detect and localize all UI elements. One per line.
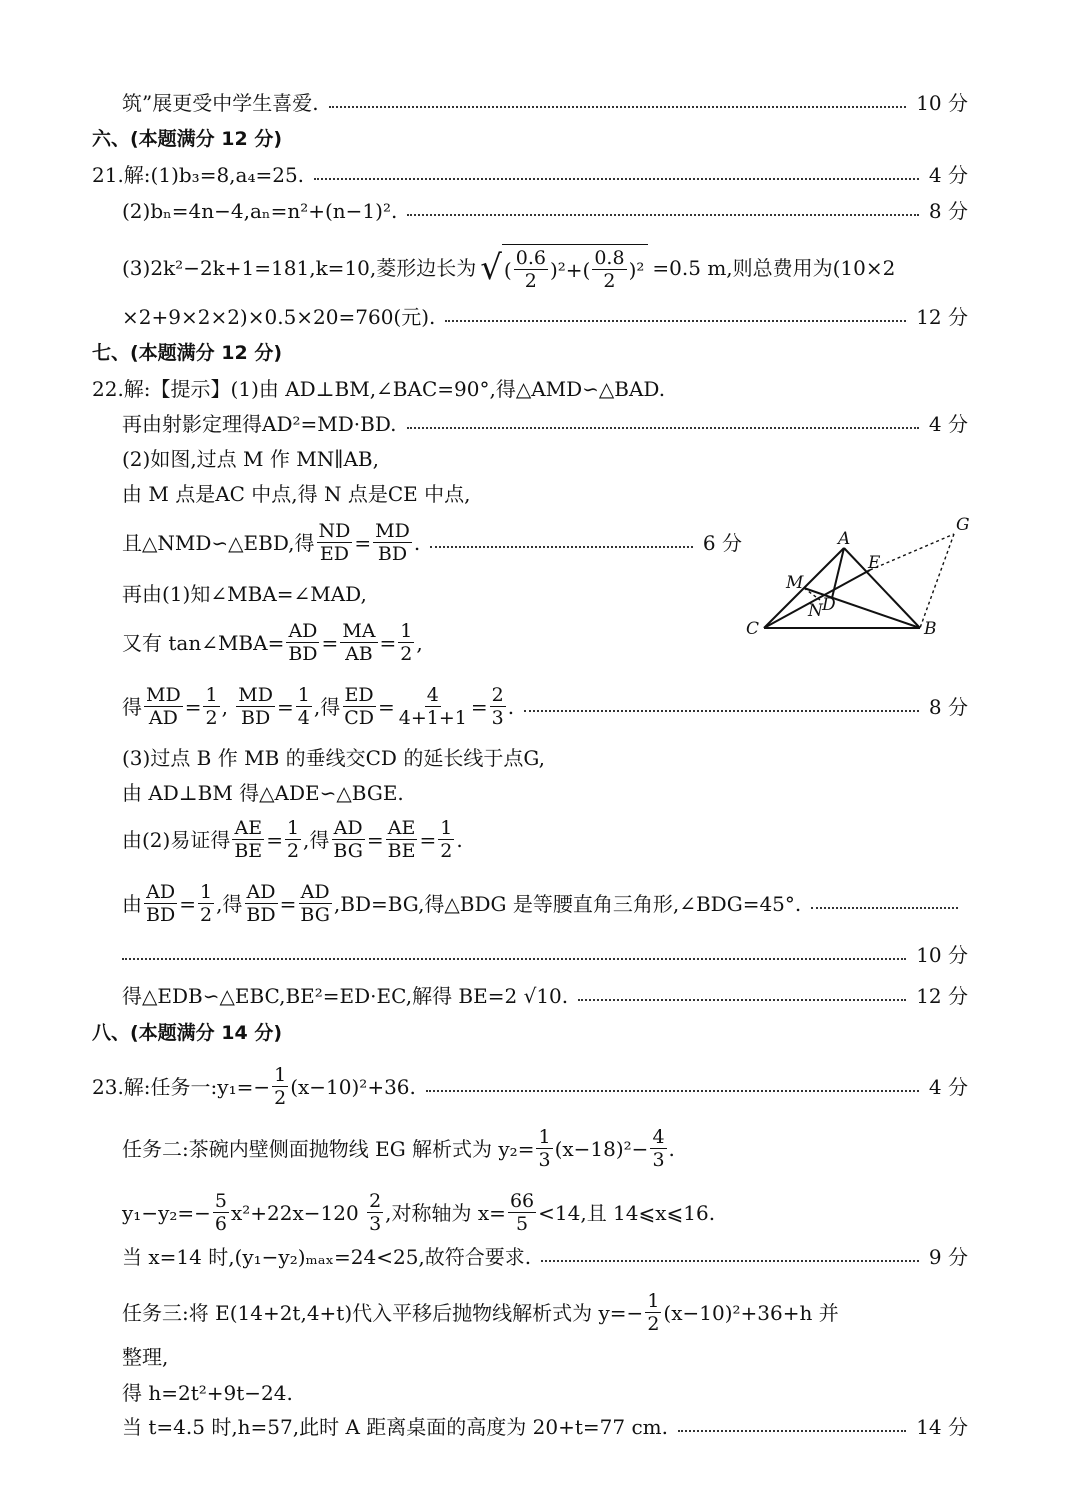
- answer-line: 任务三:将 E(14+2t,4+t)代入平移后抛物线解析式为 y=− $\frac{1}{2}$ (x−10)²+36+h 并: [122, 1290, 839, 1335]
- segment-EG: [870, 534, 954, 570]
- answer-line: 又有 tan∠MBA= $\frac{AD}{BD}$ = $\frac{MA}{AB}$ = $\frac{1}{2}$ ,: [122, 620, 423, 665]
- answer-line: 筑”展更受中学生喜爱. 10 分: [122, 91, 968, 115]
- answer-line: (2)如图,过点 M 作 MN∥AB,: [122, 447, 379, 471]
- answer-line: 再由(1)知∠MBA=∠MAD,: [122, 582, 367, 606]
- answer-line: 整理,: [122, 1345, 169, 1369]
- answer-line: (2)bₙ=4n−4,aₙ=n²+(n−1)². 8 分: [122, 199, 968, 223]
- answer-line: 得△EDB∽△EBC,BE²=ED·EC,解得 BE=2 √10. 12 分: [122, 984, 968, 1008]
- answer-line: 任务二:茶碗内壁侧面抛物线 EG 解析式为 y₂= $\frac{1}{3}$ (x−18)²− $\frac{4}{3}$ .: [122, 1126, 675, 1171]
- section-heading-8: 八、(本题满分 14 分): [92, 1022, 283, 1044]
- answer-line: 且△NMD∽△EBD,得 $\frac{ND}{ED}$ = $\frac{MD}{BD}$ . 6 分: [122, 520, 742, 565]
- label-D: D: [822, 595, 836, 615]
- answer-line: 由 AD⊥BM 得△ADE∽△BGE.: [122, 781, 404, 805]
- answer-line: 由 M 点是AC 中点,得 N 点是CE 中点,: [122, 482, 471, 506]
- label-A: A: [838, 529, 851, 549]
- geometry-figure: [740, 510, 980, 645]
- answer-line: 再由射影定理得AD²=MD·BD. 4 分: [122, 412, 968, 436]
- label-G: G: [956, 515, 970, 535]
- answer-line: ×2+9×2×2)×0.5×20=760(元). 12 分: [122, 305, 968, 329]
- answer-line: y₁−y₂=− $\frac{5}{6}$ x²+22x−120 $\frac{2}{3}$ ,对称轴为 x= $\frac{66}{5}$ <14,且 14⩽x⩽16.: [122, 1190, 716, 1235]
- answer-line: 当 t=4.5 时,h=57,此时 A 距离桌面的高度为 20+t=77 cm. 14 分: [122, 1415, 968, 1439]
- label-E: E: [868, 553, 881, 573]
- answer-line: 21.解:(1)b₃=8,a₄=25. 4 分: [92, 163, 968, 187]
- answer-line: 23.解:任务一:y₁=− $\frac{1}{2}$ (x−10)²+36. 4 分: [92, 1064, 968, 1109]
- segment-AB: [844, 548, 920, 628]
- answer-line: (3)过点 B 作 MB 的垂线交CD 的延长线于点G,: [122, 746, 545, 770]
- answer-line: 当 x=14 时,(y₁−y₂)ₘₐₓ=24<25,故符合要求. 9 分: [122, 1245, 968, 1269]
- label-C: C: [746, 619, 760, 639]
- segment-AD: [832, 548, 844, 598]
- answer-line: 得 h=2t²+9t−24.: [122, 1381, 293, 1405]
- answer-line: 10 分: [122, 942, 968, 968]
- section-heading-7: 七、(本题满分 12 分): [92, 342, 283, 364]
- section-heading-6: 六、(本题满分 12 分): [92, 128, 283, 150]
- segment-GB: [920, 534, 954, 628]
- answer-line: 由 $\frac{AD}{BD}$ = $\frac{1}{2}$ ,得 $\frac{AD}{BD}$ = $\frac{AD}{BG}$ ,BD=BG,得△BDG 是等腰直角三角形,∠BDG=45°.: [122, 881, 968, 926]
- answer-line: 得 $\frac{MD}{AD}$ = $\frac{1}{2}$ , $\frac{MD}{BD}$ = $\frac{1}{4}$ ,得 $\frac{ED}{CD}$ = $\frac{4}{4+1+1}$ = $\frac{2}{3}$ . 8 分: [122, 684, 968, 729]
- answer-line: 由(2)易证得 $\frac{AE}{BE}$ = $\frac{1}{2}$ ,得 $\frac{AD}{BG}$ = $\frac{AE}{BE}$ = $\frac{1}{2}$ .: [122, 817, 463, 862]
- sqrt-expression: √ ( $\frac{0.6}{2}$ )²+( $\frac{0.8}{2}$ )²: [480, 244, 648, 292]
- answer-line: (3)2k²−2k+1=181,k=10,菱形边长为 √ ( $\frac{0.6}{2}$ )²+( $\frac{0.8}{2}$ )² =0.5 m,则总费用为(10×2: [122, 244, 895, 292]
- label-B: B: [924, 619, 937, 639]
- answer-line: 22.解:【提示】(1)由 AD⊥BM,∠BAC=90°,得△AMD∽△BAD.: [92, 377, 666, 401]
- label-M: M: [786, 573, 804, 593]
- label-N: N: [808, 601, 823, 621]
